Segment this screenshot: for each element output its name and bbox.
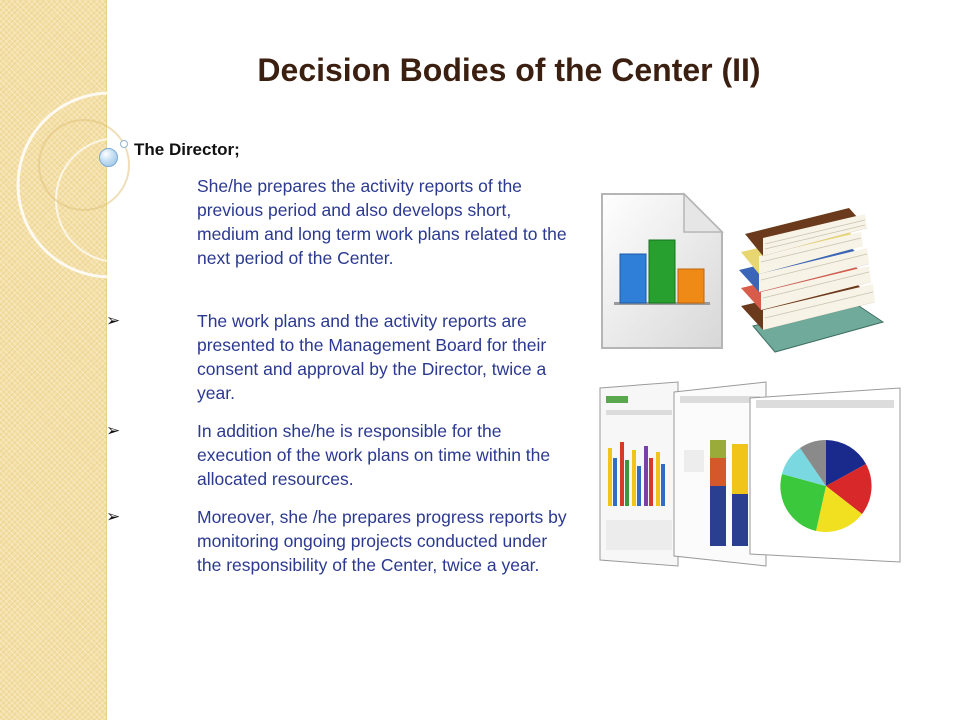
- stack-of-books-icon: [733, 198, 901, 358]
- dashboard-window-1: [600, 382, 678, 566]
- bullet-circle-icon: [99, 148, 118, 167]
- bullet-ring-icon: [120, 140, 128, 148]
- section-heading: The Director;: [134, 140, 240, 159]
- decorative-arcs: [0, 0, 200, 720]
- bar-chart-document-icon: [592, 190, 730, 356]
- dashboard-window-3: [750, 388, 900, 562]
- dashboard-screenshots-icon: [598, 380, 903, 570]
- paragraph-1: She/he prepares the activity reports of the previous period and also develops short, medium and long term work plans related to the next period of the Center.: [197, 176, 567, 268]
- arrow-bullet-icon: ➢: [106, 421, 121, 440]
- slide-title: Decision Bodies of the Center (II): [257, 52, 761, 88]
- arrow-bullet-icon: ➢: [106, 507, 121, 526]
- arrow-bullet-icon: ➢: [106, 311, 121, 330]
- paragraph-4: Moreover, she /he prepares progress reports by monitoring ongoing projects conducted under the responsibility of the Center, twice a year.: [197, 507, 567, 575]
- paragraph-3: In addition she/he is responsible for the execution of the work plans on time within the allocated resources.: [197, 421, 551, 489]
- paragraph-2: The work plans and the activity reports are presented to the Management Board for their consent and approval by the Director, twice a year.: [197, 311, 547, 403]
